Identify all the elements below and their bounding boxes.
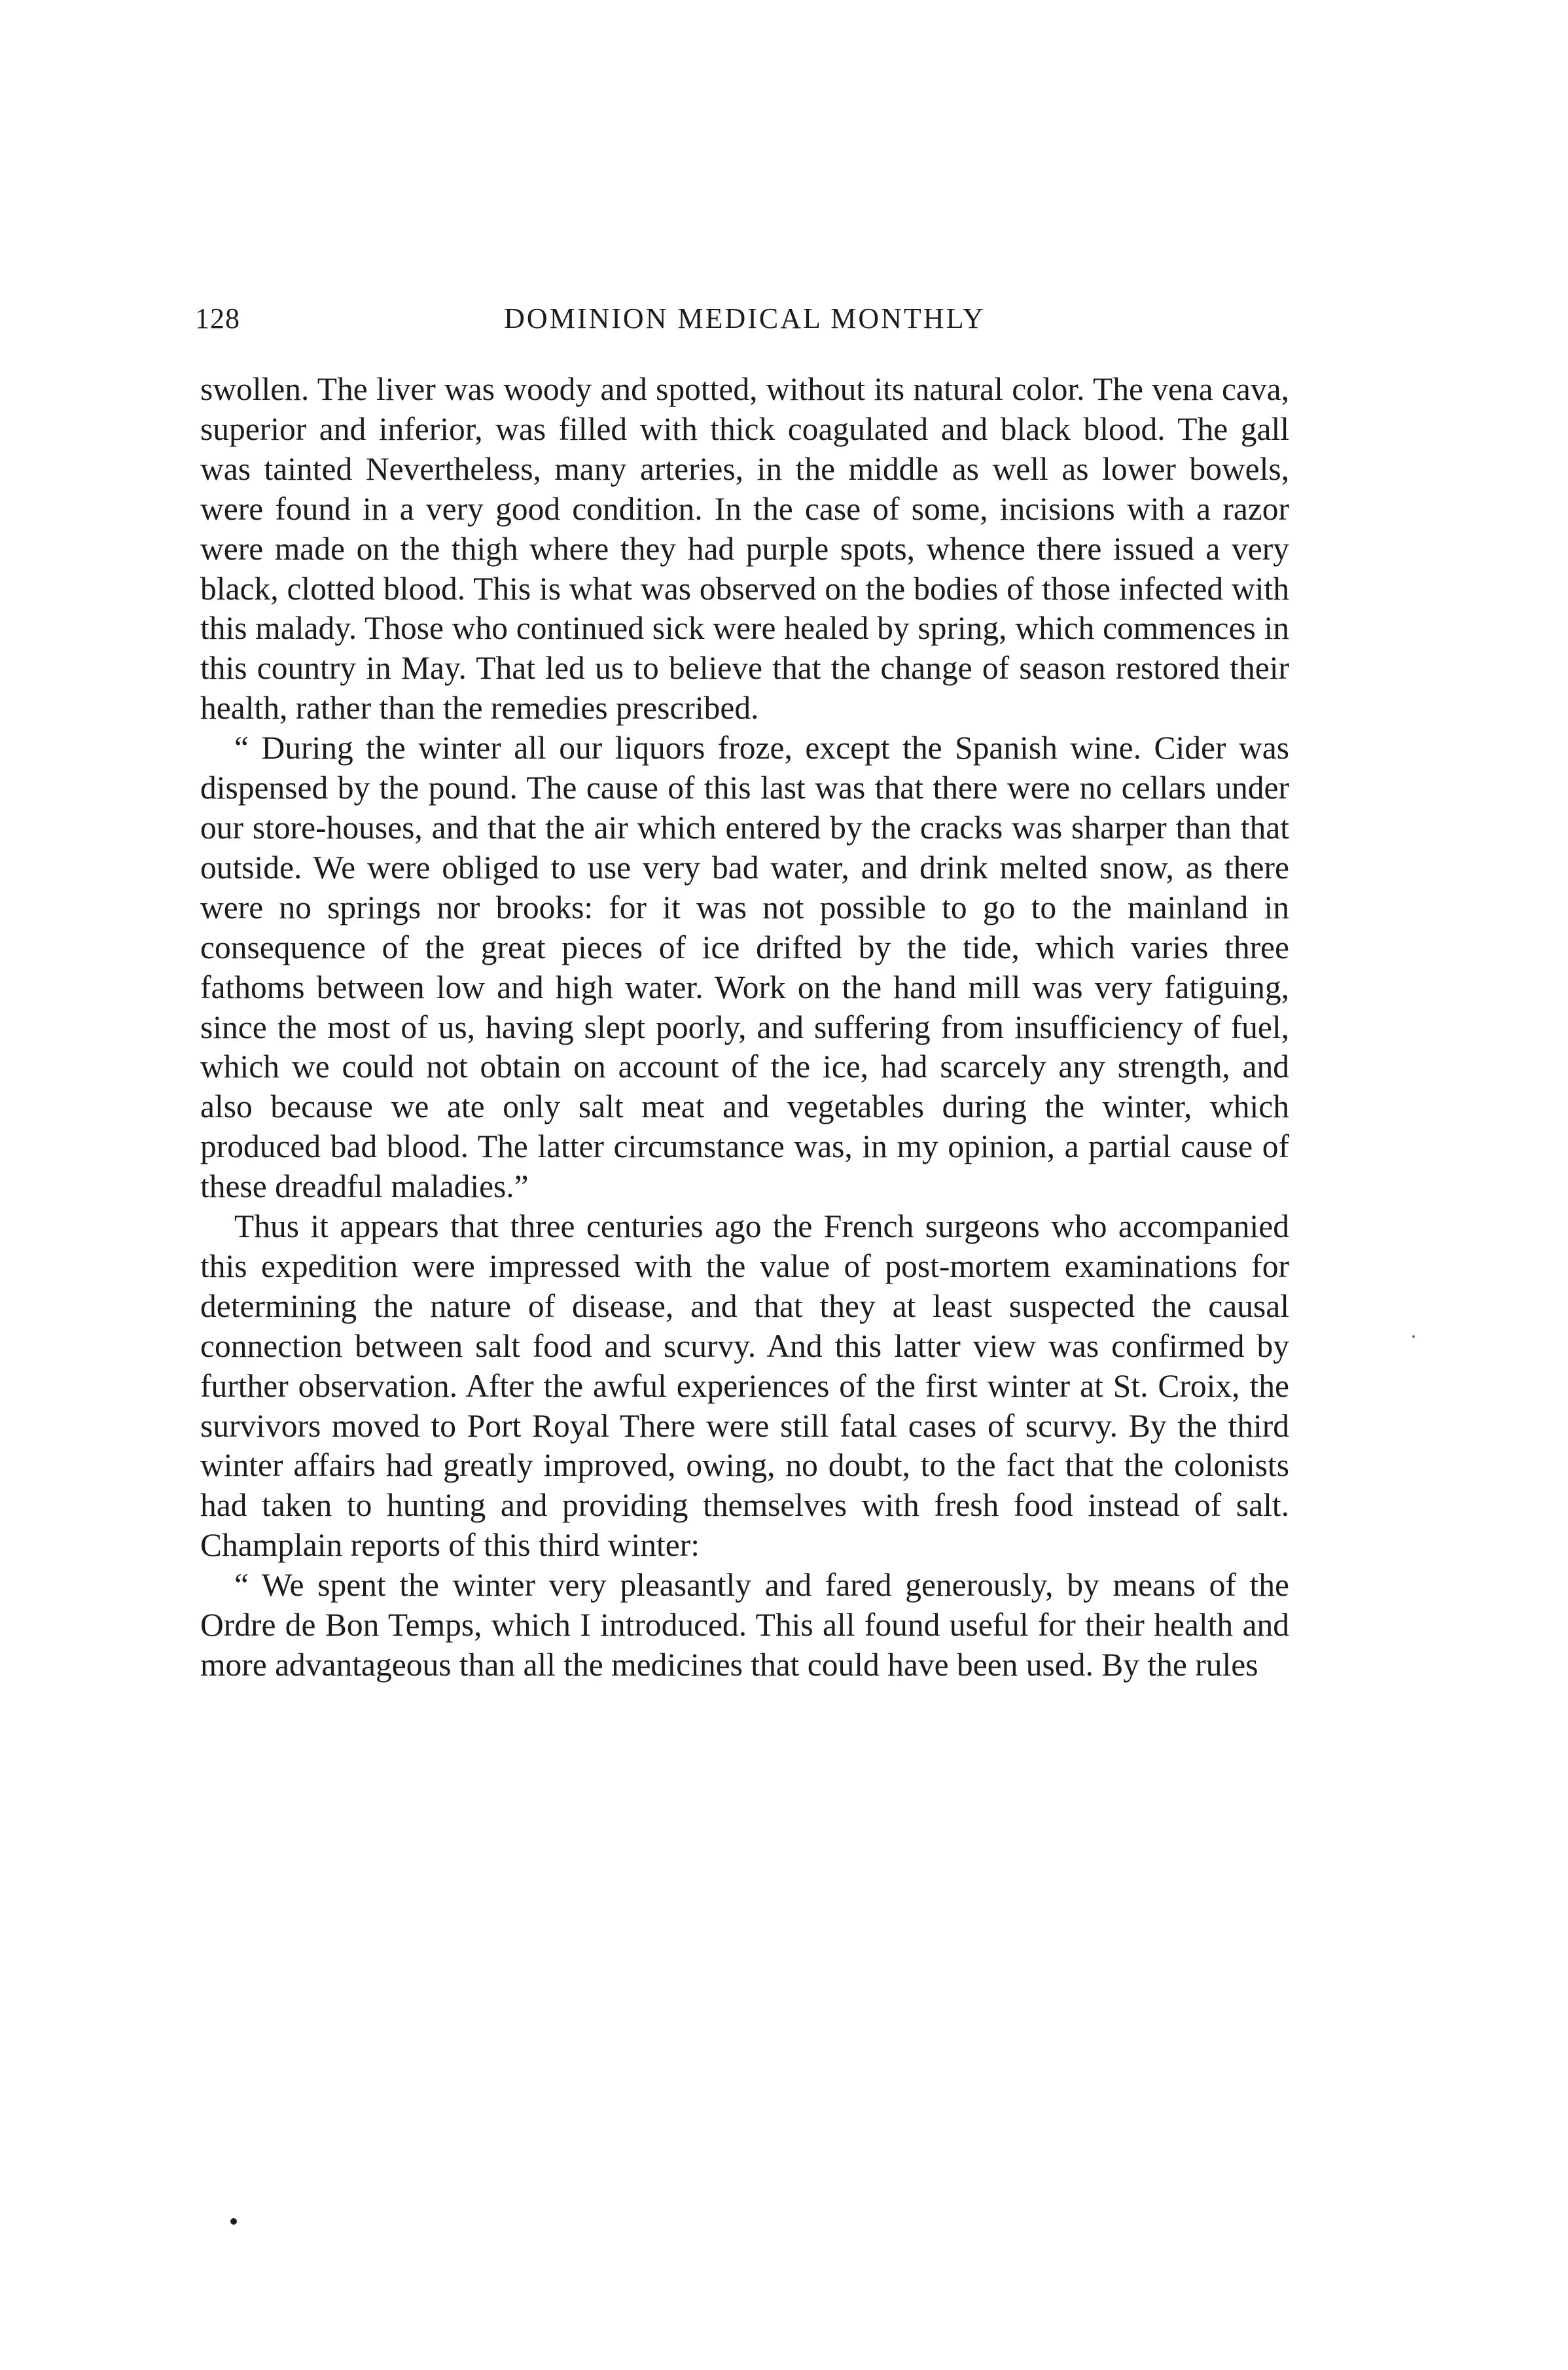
running-head <box>195 296 1294 342</box>
article-body <box>200 370 1289 1685</box>
page-number: 128 <box>195 302 240 334</box>
paragraph-winter-quote: “ During the winter all our liquors froze, except the Spanish wine. Cider was dispensed by the pound. The cause of this last was that there were no cellars under our store-houses, and that the air which entered by the cracks was sharper than that outside. We were obliged to use very bad water, and drink melted snow, as there were no springs nor brooks: for it was not possible to go to the mainland in consequence of the great pieces of ice drifted by the tide, which varies three fathoms between low and high water. Work on the hand mill was very fatiguing, since the most of us, having slept poorly, and suffering from insufficiency of fuel, which we could not obtain on account of the ice, had scarcely any strength, and also because we ate only salt meat and vegetables during the winter, which produced bad blood. The latter circumstance was, in my opinion, a partial cause of these dreadful maladies.” <box>200 730 1289 1205</box>
paper-speck <box>1412 1335 1415 1338</box>
paragraph-champlain-quote: “ We spent the winter very pleasantly and fared generously, by means of the Ordre de Bon Temps, which I introduced. This all found useful for their health and more advantageous than all the medicines that could have been used. By the rules <box>200 1567 1289 1683</box>
paragraph-commentary: Thus it appears that three centuries ago the French surgeons who accompanied this expedition were impressed with the value of post-mortem examinations for determining the nature of disease, and that they at least suspected the causal connection between salt food and scurvy. And this latter view was confirmed by further observation. After the awful experiences of the first winter at St. Croix, the survivors moved to Port Royal There were still fatal cases of scurvy. By the third winter affairs had greatly improved, owing, no doubt, to the fact that the colonists had taken to hunting and providing themselves with fresh food instead of salt. Champlain reports of this third winter: <box>200 1208 1289 1564</box>
journal-title: DOMINION MEDICAL MONTHLY <box>504 302 986 334</box>
stray-ink-mark <box>230 2218 237 2225</box>
paragraph-autopsy-findings: swollen. The liver was woody and spotted, without its natural color. The vena cava, superior and inferior, was filled with thick coagulated and black blood. The gall was tainted Nevertheless, many arteries, in the middle as well as lower bowels, were found in a very good condition. In the case of some, incisions with a razor were made on the thigh where they had purple spots, whence there issued a very black, clotted blood. This is what was observed on the bodies of those infected with this malady. Those who continued sick were healed by spring, which commences in this country in May. That led us to believe that the change of season restored their health, rather than the remedies prescribed. <box>200 371 1289 727</box>
